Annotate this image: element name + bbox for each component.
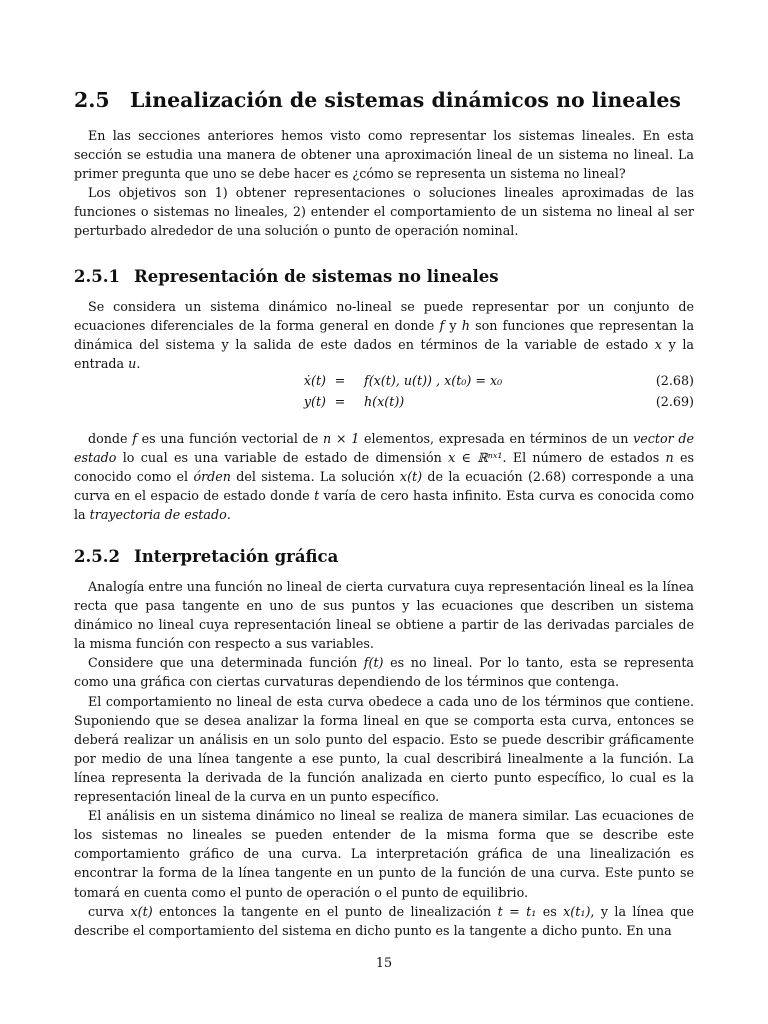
math-symbol: x [654,337,662,353]
text-run: Se considera un sistema dinámico no-lineal se puede representar por un conjunto de ecuaciones diferenciales de la forma general en donde [74,299,694,334]
math-symbol: n [665,450,674,466]
text-run: elementos, expresada en términos de un [359,431,634,446]
section-number: 2.5 [74,88,110,112]
text-run: . [136,356,141,372]
text-run: lo cual es una variable de estado de dimensión [116,450,449,466]
paragraph [74,429,694,524]
math-expression: x ∈ ℝⁿˣ¹ [448,450,503,466]
equation-number: (2.69) [655,394,694,409]
subsection-number: 2.5.1 [74,267,120,286]
paragraph: Los objetivos son 1) obtener representaciones o soluciones lineales aproximadas de las funciones o sistemas no lineales, 2) entender el comportamiento de un sistema no lineal al ser perturbado alrededor de una solución o punto de operación nominal. [74,185,694,239]
paragraph [74,902,694,940]
equation-lhs: ẋ(t) [303,373,326,388]
paragraph [74,653,694,691]
subsection-heading [74,267,714,286]
text-run: y la entrada [74,337,695,372]
subsection-heading [74,547,714,566]
section-heading [74,88,714,112]
section-intro [74,126,694,241]
math-expression: x(t) [399,469,423,485]
equation-block [74,370,694,412]
text-run: de la ecuación (2.68) corresponde a una curva en el espacio de estado donde [74,469,694,504]
equation-lhs: y(t) [303,394,326,409]
text-run: . El número de estados [502,450,666,466]
math-expression: t = t₁ [497,903,537,919]
math-symbol: f [439,318,445,334]
page-number: 15 [375,955,393,970]
paragraph: Analogía entre una función no lineal de cierta curvatura cuya representación lineal es la línea recta que pasa tangente en uno de sus puntos y las ecuaciones que describen un sistema dinámico no lineal cuya representación lineal se obtiene a partir de las derivadas parciales de la misma función con respecto a sus variables. [74,579,694,652]
equation-relation: = [334,373,346,388]
text-run: y [444,318,462,334]
paragraph: El comportamiento no lineal de esta curva obedece a cada uno de los términos que contiene. Suponiendo que se desea analizar la forma lineal en que se comporta esta curva, entonces se deberá realizar un análisis en un solo punto del espacio. Esto se puede describir gráficamente por medio de una línea tangente a ese punto, la cual describirá linealmente a la función. La línea representa la derivada de la función analizada en cierto punto específico, lo cual es la representación lineal de la curva en un punto específico. [74,693,694,805]
subsection-body [74,577,694,940]
math-expression: f(t) [363,655,384,671]
math-symbol: h [461,318,470,334]
text-run: Considere que una determinada función [88,655,364,671]
text-run: donde [88,431,133,446]
paragraph: El análisis en un sistema dinámico no lineal se realiza de manera similar. Las ecuaciones de los sistemas no lineales se pueden entender de la misma forma que se describe este comportamiento gráfico de una curva. La interpretación gráfica de una linealización es encontrar la forma de la línea tangente en un punto de la función de una curva. Este punto se tomará en cuenta como el punto de operación o el punto de equilibrio. [74,808,694,900]
text-run: es una función vectorial de [136,431,323,446]
paragraph [74,297,694,373]
text-run: es conocido como el [74,450,695,485]
math-symbol: f [132,431,137,446]
equation-number: (2.68) [655,373,694,388]
equation-row [74,391,694,412]
text-run: es [536,903,564,919]
text-run: curva [88,903,131,919]
text-run: entonces la tangente en el punto de linealización [152,903,498,919]
text-run: es no lineal. Por lo tanto, esta se representa como una gráfica con ciertas curvaturas dependiendo de los términos que contenga. [74,655,694,690]
emphasis: órden [193,469,231,485]
equation-rhs: f(x(t), u(t)) , x(t₀) = x₀ [364,373,503,388]
section-title: Linealización de sistemas dinámicos no lineales [130,88,681,112]
math-expression: n × 1 [323,431,360,446]
emphasis: vector de estado [74,431,695,466]
subsection-number: 2.5.2 [74,547,120,566]
equation-relation: = [334,394,346,409]
emphasis: trayectoria de estado [89,507,227,523]
text-run: varía de cero hasta infinito. Esta curva es conocida como la [74,488,694,523]
paragraph: En las secciones anteriores hemos visto como representar los sistemas lineales. En esta sección se estudia una manera de obtener una aproximación lineal de un sistema no lineal. La primer pregunta que uno se debe hacer es ¿cómo se representa un sistema no lineal? [74,128,694,182]
text-run: del sistema. La solución [230,469,400,485]
text-run: , y la línea que describe el comportamiento del sistema en dicho punto es la tangente a dicho punto. En una [74,903,694,938]
subsection-title: Interpretación gráfica [134,547,339,566]
text-run: . [226,507,231,523]
math-symbol: u [128,356,137,372]
math-symbol: t [314,488,320,504]
equation-rhs: h(x(t)) [364,394,405,409]
equation-row [74,370,694,391]
text-run: son funciones que representan la dinámica del sistema y la salida de este dados en términos de la variable de estado [74,318,695,353]
subsection-title: Representación de sistemas no lineales [134,267,499,286]
math-expression: x(t₁) [563,903,591,919]
math-expression: x(t) [130,903,153,919]
